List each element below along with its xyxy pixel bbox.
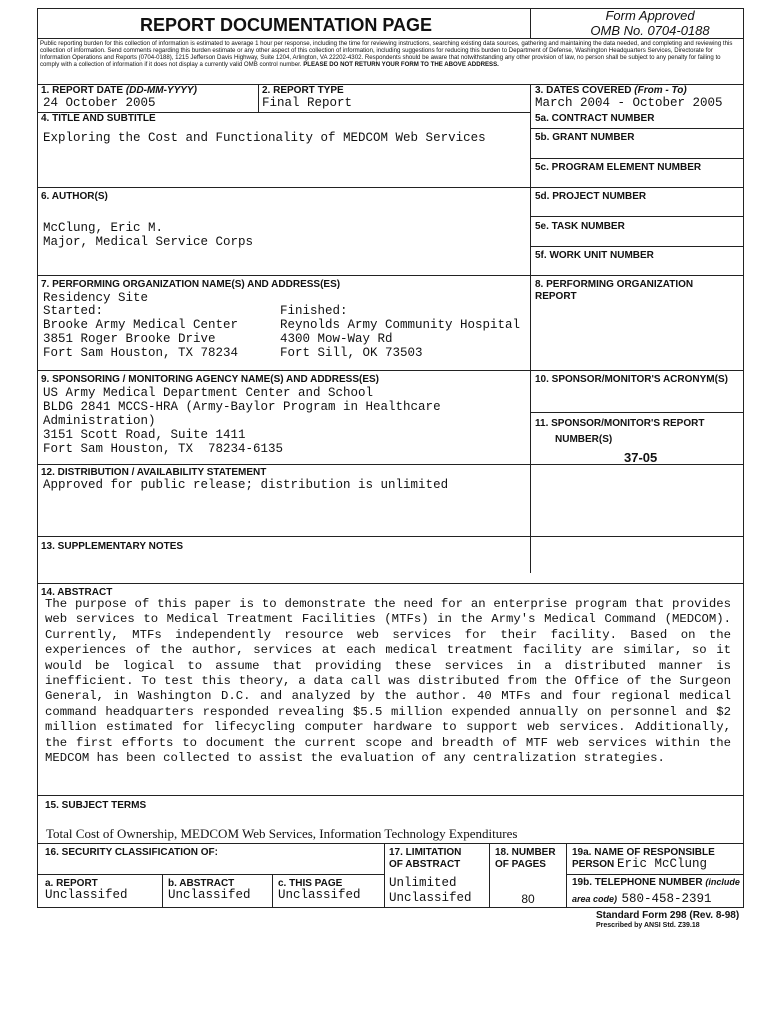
- burden-warning: PLEASE DO NOT RETURN YOUR FORM TO THE ABOVE ADDRESS.: [303, 61, 499, 68]
- page-classification-value[interactable]: Unclassifed: [278, 888, 361, 902]
- field-16b-label: b. ABSTRACT: [168, 878, 235, 889]
- responsible-person-value[interactable]: Eric McClung: [617, 857, 708, 871]
- sponsor-line-1[interactable]: US Army Medical Department Center and School: [43, 386, 374, 400]
- field-19b-label: 19b. TELEPHONE NUMBER (include: [572, 877, 740, 888]
- distribution-value[interactable]: Approved for public release; distribution is unlimited: [43, 478, 449, 492]
- prescribed-by: Prescribed by ANSI Std. Z39.18: [596, 922, 700, 929]
- perf-org-right-1[interactable]: Finished:: [280, 304, 348, 318]
- field-16c-label: c. THIS PAGE: [278, 878, 343, 889]
- field-19a-label-2: PERSON Eric McClung: [572, 857, 708, 871]
- field-10-label: 10. SPONSOR/MONITOR'S ACRONYM(S): [535, 374, 728, 385]
- field-8-label-2: REPORT: [535, 291, 577, 302]
- limitation-value-1[interactable]: Unlimited: [389, 876, 457, 890]
- page-title: REPORT DOCUMENTATION PAGE: [140, 15, 432, 35]
- field-13-label: 13. SUPPLEMENTARY NOTES: [41, 541, 184, 552]
- burden-text: Public reporting burden for this collection of information is estimated to average 1 hour per response, including the time for reviewing instructions, searching existing data sources, gathering and maintaining the data needed, and completing and reviewing this collection of information. Send comments regarding this burden estimate or any other aspect of this collection of information, including suggestions for reducing this burden to Department of Defense, Washington Headquarters Services, Directorate for Information Operations and Reports (0704-0188), 1215 Jefferson Davis Highway, Suite 1204, Arlington, VA 22202-4302. Respondents should be aware that notwithstanding any other provision of law, no person shall be subject to any penalty for failing to comply with a collection of information if it does not display a currently valid OMB control number.: [40, 40, 733, 68]
- report-date-value[interactable]: 24 October 2005: [43, 96, 156, 110]
- limitation-value-2[interactable]: Unclassifed: [389, 891, 472, 905]
- perf-org-right-4[interactable]: Fort Sill, OK 73503: [280, 346, 423, 360]
- title-value[interactable]: Exploring the Cost and Functionality of MEDCOM Web Services: [43, 131, 486, 145]
- field-16a-label: a. REPORT: [45, 878, 98, 889]
- field-17-label-1: 17. LIMITATION: [389, 847, 462, 858]
- field-17-label-2: OF ABSTRACT: [389, 859, 461, 870]
- report-number-value[interactable]: 37-05: [624, 450, 658, 465]
- perf-org-right-3[interactable]: 4300 Mow-Way Rd: [280, 332, 393, 346]
- form-name: Standard Form 298 (Rev. 8-98): [596, 910, 740, 921]
- field-14-label: 14. ABSTRACT: [41, 587, 113, 598]
- perf-org-left-5[interactable]: Fort Sam Houston, TX 78234: [43, 346, 239, 360]
- field-5e-label: 5e. TASK NUMBER: [535, 221, 625, 232]
- omb-number: OMB No. 0704-0188: [590, 23, 710, 38]
- perf-org-left-4[interactable]: 3851 Roger Brooke Drive: [43, 332, 216, 346]
- field-5f-label: 5f. WORK UNIT NUMBER: [535, 250, 654, 261]
- sponsor-line-2[interactable]: BLDG 2841 MCCS-HRA (Army-Baylor Program in Healthcare: [43, 400, 441, 414]
- field-5c-label: 5c. PROGRAM ELEMENT NUMBER: [535, 162, 702, 173]
- field-15-label: 15. SUBJECT TERMS: [45, 800, 147, 811]
- field-3-label: 3. DATES COVERED (From - To): [535, 85, 687, 96]
- report-type-value[interactable]: Final Report: [262, 96, 353, 110]
- field-1-label: 1. REPORT DATE (DD-MM-YYYY): [41, 85, 197, 96]
- form-approved-label: Form Approved: [605, 8, 695, 23]
- field-19b-label-2: area code) 580-458-2391: [572, 892, 712, 906]
- field-5a-label: 5a. CONTRACT NUMBER: [535, 113, 655, 124]
- field-18-label-1: 18. NUMBER: [495, 847, 556, 858]
- field-16-label: 16. SECURITY CLASSIFICATION OF:: [45, 847, 218, 858]
- field-12-label: 12. DISTRIBUTION / AVAILABILITY STATEMENT: [41, 467, 267, 478]
- perf-org-left-2[interactable]: Started:: [43, 304, 104, 318]
- telephone-value[interactable]: 580-458-2391: [621, 892, 712, 906]
- sponsor-line-3[interactable]: Administration): [43, 414, 156, 428]
- field-9-label: 9. SPONSORING / MONITORING AGENCY NAME(S) AND ADDRESS(ES): [41, 374, 379, 385]
- author-line-1[interactable]: McClung, Eric M.: [43, 221, 164, 235]
- field-5d-label: 5d. PROJECT NUMBER: [535, 191, 647, 202]
- field-5b-label: 5b. GRANT NUMBER: [535, 132, 635, 143]
- perf-org-left-1[interactable]: Residency Site: [43, 291, 149, 305]
- page-count-value[interactable]: 80: [521, 892, 535, 906]
- perf-org-right-2[interactable]: Reynolds Army Community Hospital: [280, 318, 521, 332]
- field-18-label-2: OF PAGES: [495, 859, 546, 870]
- field-19a-label-1: 19a. NAME OF RESPONSIBLE: [572, 847, 715, 858]
- field-8-label-1: 8. PERFORMING ORGANIZATION: [535, 279, 694, 290]
- abstract-classification-value[interactable]: Unclassifed: [168, 888, 251, 902]
- sponsor-line-5[interactable]: Fort Sam Houston, TX 78234-6135: [43, 442, 284, 456]
- sponsor-line-4[interactable]: 3151 Scott Road, Suite 1411: [43, 428, 246, 442]
- perf-org-left-3[interactable]: Brooke Army Medical Center: [43, 318, 239, 332]
- field-4-label: 4. TITLE AND SUBTITLE: [41, 113, 156, 124]
- field-11-label-2: NUMBER(S): [555, 434, 613, 445]
- field-7-label: 7. PERFORMING ORGANIZATION NAME(S) AND ADDRESS(ES): [41, 279, 341, 290]
- report-classification-value[interactable]: Unclassifed: [45, 888, 128, 902]
- subject-terms-value[interactable]: Total Cost of Ownership, MEDCOM Web Services, Information Technology Expenditures: [46, 826, 518, 841]
- burden-statement: [40, 40, 740, 68]
- field-6-label: 6. AUTHOR(S): [41, 191, 108, 202]
- dates-covered-value[interactable]: March 2004 - October 2005: [535, 96, 723, 110]
- author-line-2[interactable]: Major, Medical Service Corps: [43, 235, 254, 249]
- field-11-label-1: 11. SPONSOR/MONITOR'S REPORT: [535, 418, 705, 429]
- abstract-text[interactable]: The purpose of this paper is to demonstrate the need for an enterprise program that provides web services to Medical Treatment Facilities (MTFs) in the Army's Medical Command (MEDCOM). Currently, MTFs independently resource web services for their facility. Based on the experiences of the author, services at each medical treatment facility are similar, so it would be logical to assume that providing these services in a distributed manner is inefficient. To test this theory, a data call was distributed from the Office of the Surgeon General, in Washington D.C. and analyzed by the author. 40 MTFs and four regional medical command headquarters responded revealing $5.5 million expended annually on personnel and $2 million estimated for lifecycling computer hardware to support web services. Additionally, the first efforts to document the current scope and breadth of MTF web services within the MEDCOM has been collected to assist the evaluation of any centralization strategies.: [45, 597, 731, 766]
- field-2-label: 2. REPORT TYPE: [262, 85, 344, 96]
